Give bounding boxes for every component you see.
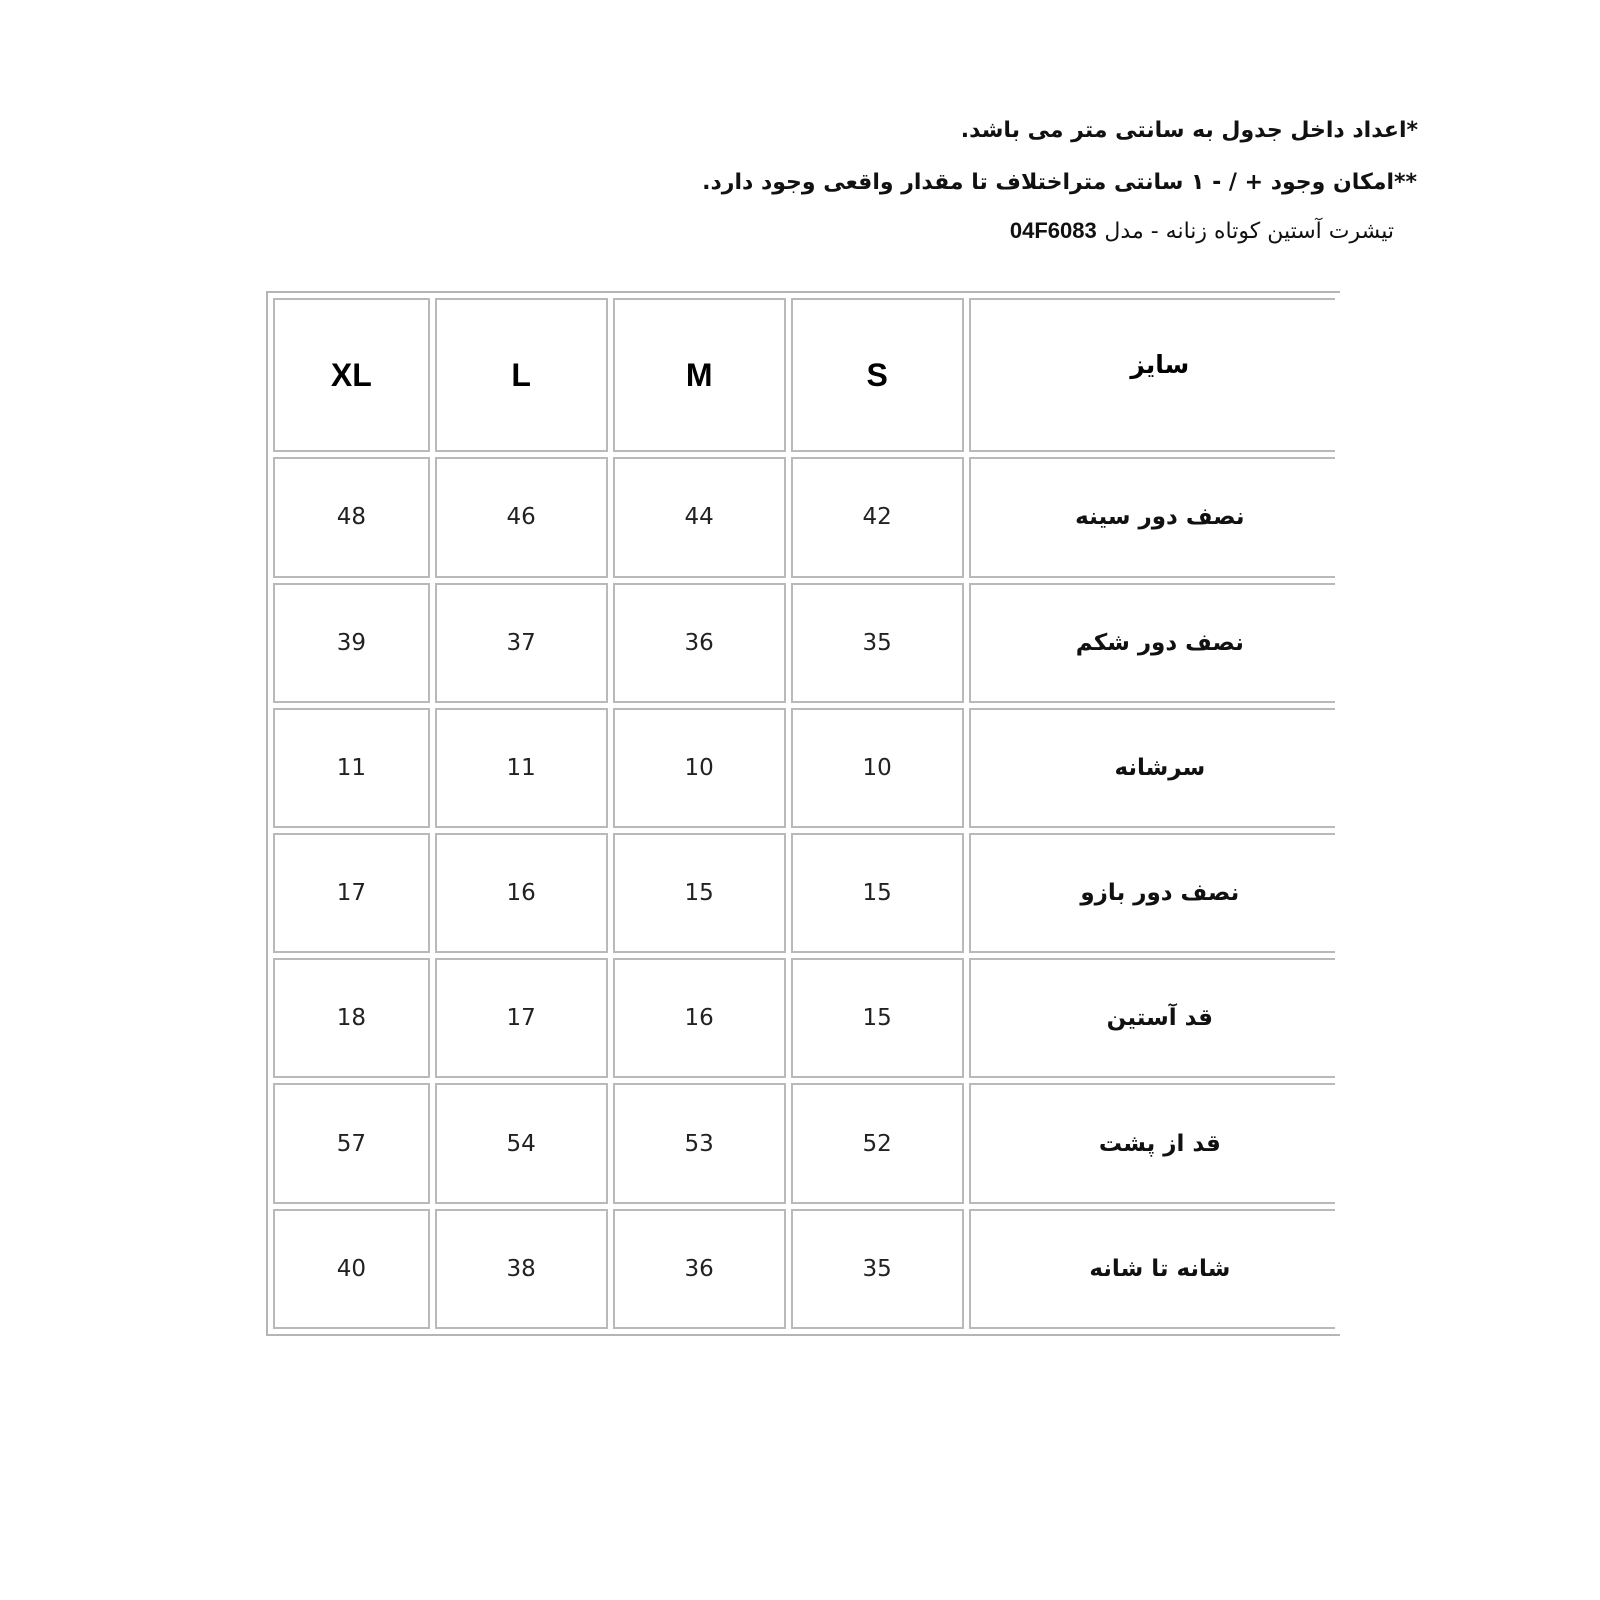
table-row [273, 583, 1335, 703]
cell-m: 44 [613, 457, 786, 577]
table-header-row [273, 298, 1335, 452]
cell-s: 35 [791, 583, 964, 703]
cell-xl: 11 [273, 708, 430, 828]
cell-l: 54 [435, 1083, 608, 1203]
cell-l: 17 [435, 958, 608, 1078]
cell-l: 46 [435, 457, 608, 577]
cell-m: 10 [613, 708, 786, 828]
size-label-header: سایز [969, 298, 1335, 452]
size-header-xl: XL [273, 298, 430, 452]
cell-m: 36 [613, 1209, 786, 1329]
size-table [266, 291, 1340, 1336]
cell-l: 38 [435, 1209, 608, 1329]
row-label: سرشانه [969, 708, 1335, 828]
cell-m: 53 [613, 1083, 786, 1203]
cell-s: 35 [791, 1209, 964, 1329]
product-title [1010, 218, 1394, 244]
cell-m: 15 [613, 833, 786, 953]
cell-l: 37 [435, 583, 608, 703]
note-units: *اعداد داخل جدول به سانتی متر می باشد. [960, 118, 1418, 143]
row-label: قد آستین [969, 958, 1335, 1078]
cell-s: 42 [791, 457, 964, 577]
row-label: نصف دور شکم [969, 583, 1335, 703]
cell-s: 52 [791, 1083, 964, 1203]
table-row [273, 457, 1335, 577]
cell-s: 15 [791, 958, 964, 1078]
row-label: نصف دور بازو [969, 833, 1335, 953]
cell-m: 16 [613, 958, 786, 1078]
cell-xl: 57 [273, 1083, 430, 1203]
table-row [273, 708, 1335, 828]
row-label: نصف دور سینه [969, 457, 1335, 577]
cell-l: 16 [435, 833, 608, 953]
product-title-text: تیشرت آستین کوتاه زنانه - مدل [1104, 219, 1394, 244]
table-row [273, 833, 1335, 953]
table-row [273, 1209, 1335, 1329]
cell-s: 15 [791, 833, 964, 953]
note-tolerance: **امکان وجود + / - ۱ سانتی متراختلاف تا مقدار واقعی وجود دارد. [702, 170, 1417, 195]
cell-l: 11 [435, 708, 608, 828]
cell-m: 36 [613, 583, 786, 703]
size-header-s: S [791, 298, 964, 452]
cell-xl: 17 [273, 833, 430, 953]
row-label: شانه تا شانه [969, 1209, 1335, 1329]
table-row [273, 1083, 1335, 1203]
row-label: قد از پشت [969, 1083, 1335, 1203]
size-header-m: M [613, 298, 786, 452]
cell-xl: 48 [273, 457, 430, 577]
cell-xl: 40 [273, 1209, 430, 1329]
table-row [273, 958, 1335, 1078]
cell-xl: 18 [273, 958, 430, 1078]
cell-s: 10 [791, 708, 964, 828]
model-code: 04F6083 [1009, 218, 1097, 243]
size-header-l: L [435, 298, 608, 452]
cell-xl: 39 [273, 583, 430, 703]
